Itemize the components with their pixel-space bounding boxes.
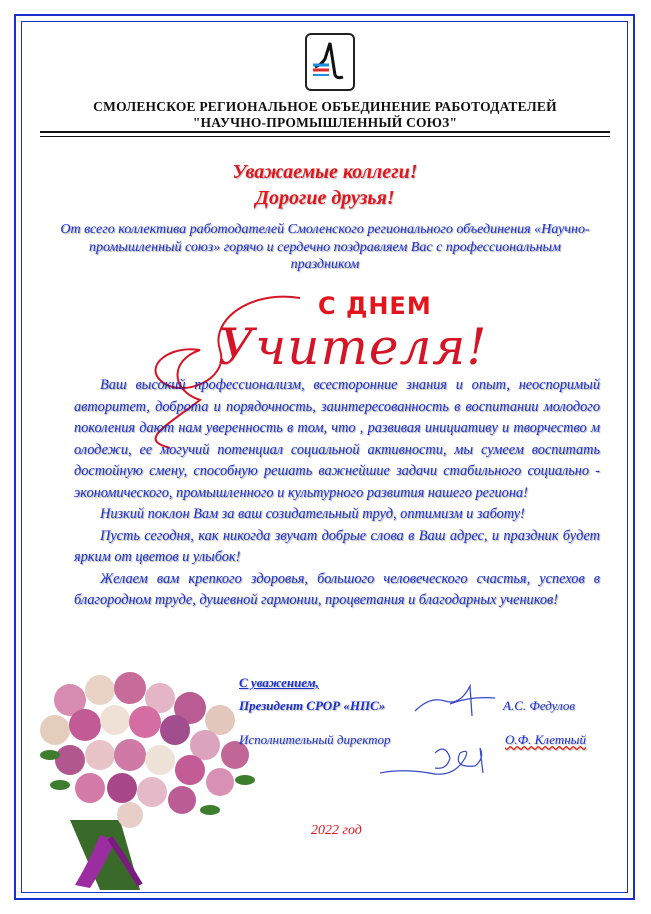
signature-role-director: Исполнительный директор [239, 732, 391, 747]
signature-name-director: О.Ф. Клетный [505, 732, 586, 747]
body-paragraph-4: Желаем вам крепкого здоровья, большого человеческого счастья, успехов в благородном труде, душевной гармонии, процветания и благодарных учеников! [74, 570, 600, 608]
body-paragraph-3: Пусть сегодня, как никогда звучат добрые слова в Ваш адрес, и праздник будет ярким от цветов и улыбок! [74, 527, 600, 565]
rose-bouquet-illustration [30, 660, 270, 890]
org-name-line2: "НАУЧНО-ПРОМЫШЛЕННЫЙ СОЮЗ" [192, 115, 458, 130]
org-logo [305, 33, 355, 91]
title-script: Учителя! [218, 318, 488, 376]
greeting-line2: Дорогие друзья! [255, 187, 395, 209]
intro-paragraph: От всего коллектива работодателей Смоленского регионального объединения «Научно-промышленный союз» горячо и сердечно поздравляем Вас с профессиональным праздником [60, 222, 590, 272]
header-divider-thin [40, 136, 610, 137]
president-handwritten-signature [410, 676, 500, 721]
year-label: 2022 год [311, 823, 362, 838]
signature-role-president: Президент СРОР «НПС» [239, 698, 386, 713]
signature-regards: С уважением, [239, 675, 319, 690]
director-handwritten-signature [375, 738, 505, 783]
logo-emblem-icon [307, 35, 353, 89]
body-paragraph-2: Низкий поклон Вам за ваш созидательный труд, оптимизм и заботу! [100, 506, 525, 522]
signature-name-president: А.С. Федулов [503, 698, 576, 713]
org-name-line1: СМОЛЕНСКОЕ РЕГИОНАЛЬНОЕ ОБЪЕДИНЕНИЕ РАБОТОДАТЕЛЕЙ [93, 99, 557, 114]
greeting-line1: Уважаемые коллеги! [232, 161, 418, 183]
body-text [74, 375, 600, 612]
title-top: С ДНЕМ [318, 292, 432, 320]
body-paragraph-1: Ваш высокий профессионализм, всесторонние знания и опыт, неоспоримый авторитет, доброта и порядочность, заинтересованность в воспитании молодого поколения дают нам уверенность в том, что , развивая инициативу и творчество м олодежи, ее могучий потенциал социальной активности, мы сумеем воспитать достойную смену, способную решать важнейшие задачи стабильного социально - экономического, промышленного и культурного развития нашего региона! [74, 377, 600, 501]
header-divider [40, 131, 610, 133]
